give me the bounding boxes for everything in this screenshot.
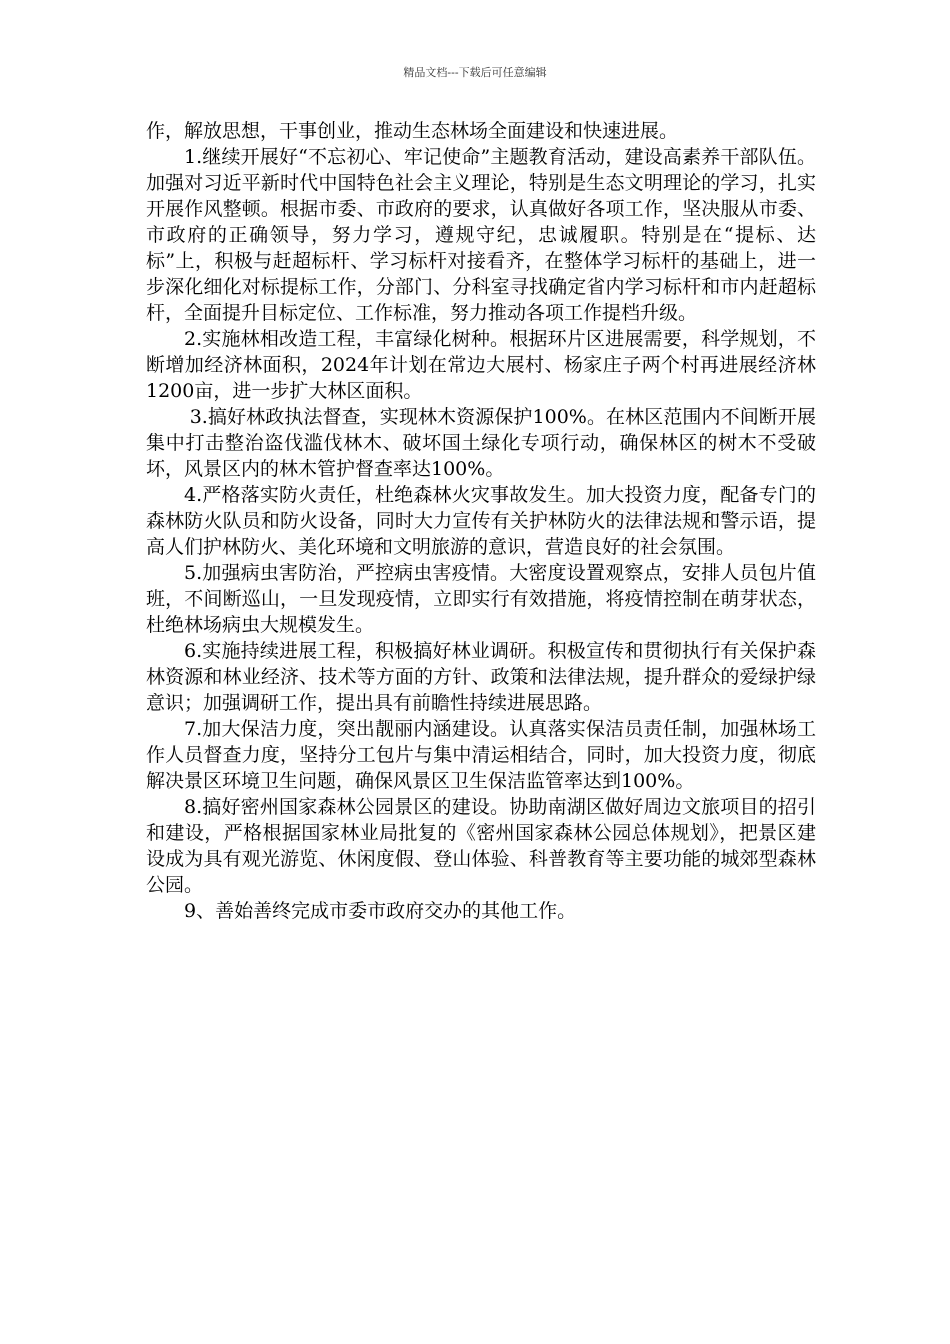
paragraph-item-4: 4.严格落实防火责任，杜绝森林火灾事故发生。加大投资力度，配备专门的森林防火队员和防火设备，同时大力宣传有关护林防火的法律法规和警示语，提高人们护林防火、美化环境和文明旅游的意识，营造良好的社会氛围。 <box>146 484 816 558</box>
paragraph-item-5: 5.加强病虫害防治，严控病虫害疫情。大密度设置观察点，安排人员包片值班，不间断巡山，一旦发现疫情，立即实行有效措施，将疫情控制在萌芽状态，杜绝林场病虫大规模发生。 <box>146 562 816 636</box>
paragraph-item-3: 3.搞好林政执法督查，实现林木资源保护100%。在林区范围内不间断开展集中打击整治盗伐滥伐林木、破坏国土绿化专项行动，确保林区的树木不受破坏，风景区内的林木管护督查率达100%。 <box>146 406 816 480</box>
paragraph-item-7: 7.加大保洁力度，突出靓丽内涵建设。认真落实保洁员责任制，加强林场工作人员督查力度，坚持分工包片与集中清运相结合，同时，加大投资力度，彻底解决景区环境卫生问题，确保风景区卫生保洁监管率达到100%。 <box>146 718 816 792</box>
paragraph-item-1: 1.继续开展好“不忘初心、牢记使命”主题教育活动，建设高素养干部队伍。加强对习近平新时代中国特色社会主义理论，特别是生态文明理论的学习，扎实开展作风整顿。根据市委、市政府的要求，认真做好各项工作，坚决服从市委、市政府的正确领导，努力学习，遵规守纪，忠诚履职。特别是在“提标、达标”上，积极与赶超标杆、学习标杆对接看齐，在整体学习标杆的基础上，进一步深化细化对标提标工作，分部门、分科室寻找确定省内学习标杆和市内赶超标杆，全面提升目标定位、工作标准，努力推动各项工作提档升级。 <box>146 146 816 324</box>
page-header: 精品文档---下载后可任意编辑 <box>403 66 547 79</box>
paragraph-item-9: 9、善始善终完成市委市政府交办的其他工作。 <box>184 900 577 922</box>
paragraph-item-2: 2.实施林相改造工程，丰富绿化树种。根据环片区进展需要，科学规划，不断增加经济林面积，2024年计划在常边大展村、杨家庄子两个村再进展经济林1200亩，进一步扩大林区面积。 <box>146 328 816 402</box>
paragraph-item-6: 6.实施持续进展工程，积极搞好林业调研。积极宣传和贯彻执行有关保护森林资源和林业经济、技术等方面的方针、政策和法律法规，提升群众的爱绿护绿意识；加强调研工作，提出具有前瞻性持续进展思路。 <box>146 640 816 714</box>
paragraph-continuation: 作，解放思想，干事创业，推动生态林场全面建设和快速进展。 <box>146 120 679 142</box>
document-body <box>146 118 816 924</box>
paragraph-item-8: 8.搞好密州国家森林公园景区的建设。协助南湖区做好周边文旅项目的招引和建设，严格根据国家林业局批复的《密州国家森林公园总体规划》，把景区建设成为具有观光游览、休闲度假、登山体验、科普教育等主要功能的城郊型森林公园。 <box>146 796 816 896</box>
